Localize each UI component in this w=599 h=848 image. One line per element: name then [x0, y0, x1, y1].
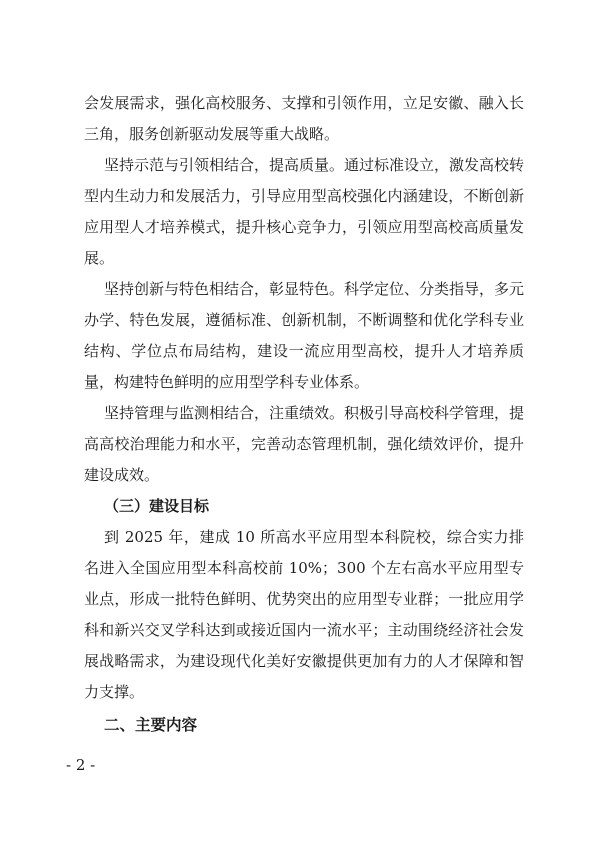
section-heading-construction-goals: （三）建设目标 — [104, 497, 210, 515]
section-heading-main-content: 二、主要内容 — [104, 716, 198, 734]
paragraph-construction-goals: 到 2025 年，建成 10 所高水平应用型本科院校，综合实力排名进入全国应用型本科高校前 10%；300 个左右高水平应用型专业点，形成一批特色鲜明、优势突出的应用型专业群；一批应用学科和新兴交叉学科达到或接近国内一流水平；主动围绕经济社会发展战略需求，为建设现代化美好安徽提供更加有力的人才保障和智力支撑。 — [84, 528, 524, 701]
paragraph-management-monitoring: 坚持管理与监测相结合，注重绩效。积极引导高校科学管理，提高高校治理能力和水平，完善动态管理机制，强化绩效评价，提升建设成效。 — [84, 404, 525, 484]
paragraph-demonstration-guidance: 坚持示范与引领相结合，提高质量。通过标准设立，激发高校转型内生动力和发展活力，引导应用型高校强化内涵建设，不断创新应用型人才培养模式，提升核心竞争力，引领应用型高校高质量发展。 — [84, 156, 525, 267]
page-number: - 2 - — [66, 756, 96, 774]
paragraph-innovation-characteristics: 坚持创新与特色相结合，彰显特色。科学定位、分类指导，多元办学、特色发展，遵循标准、创新机制，不断调整和优化学科专业结构、学位点布局结构，建设一流应用型高校，提升人才培养质量，构建特色鲜明的应用型学科专业体系。 — [84, 280, 525, 391]
paragraph-continuation: 会发展需求，强化高校服务、支撑和引领作用，立足安徽、融入长三角，服务创新驱动发展等重大战略。 — [84, 94, 524, 143]
document-body — [84, 88, 524, 741]
